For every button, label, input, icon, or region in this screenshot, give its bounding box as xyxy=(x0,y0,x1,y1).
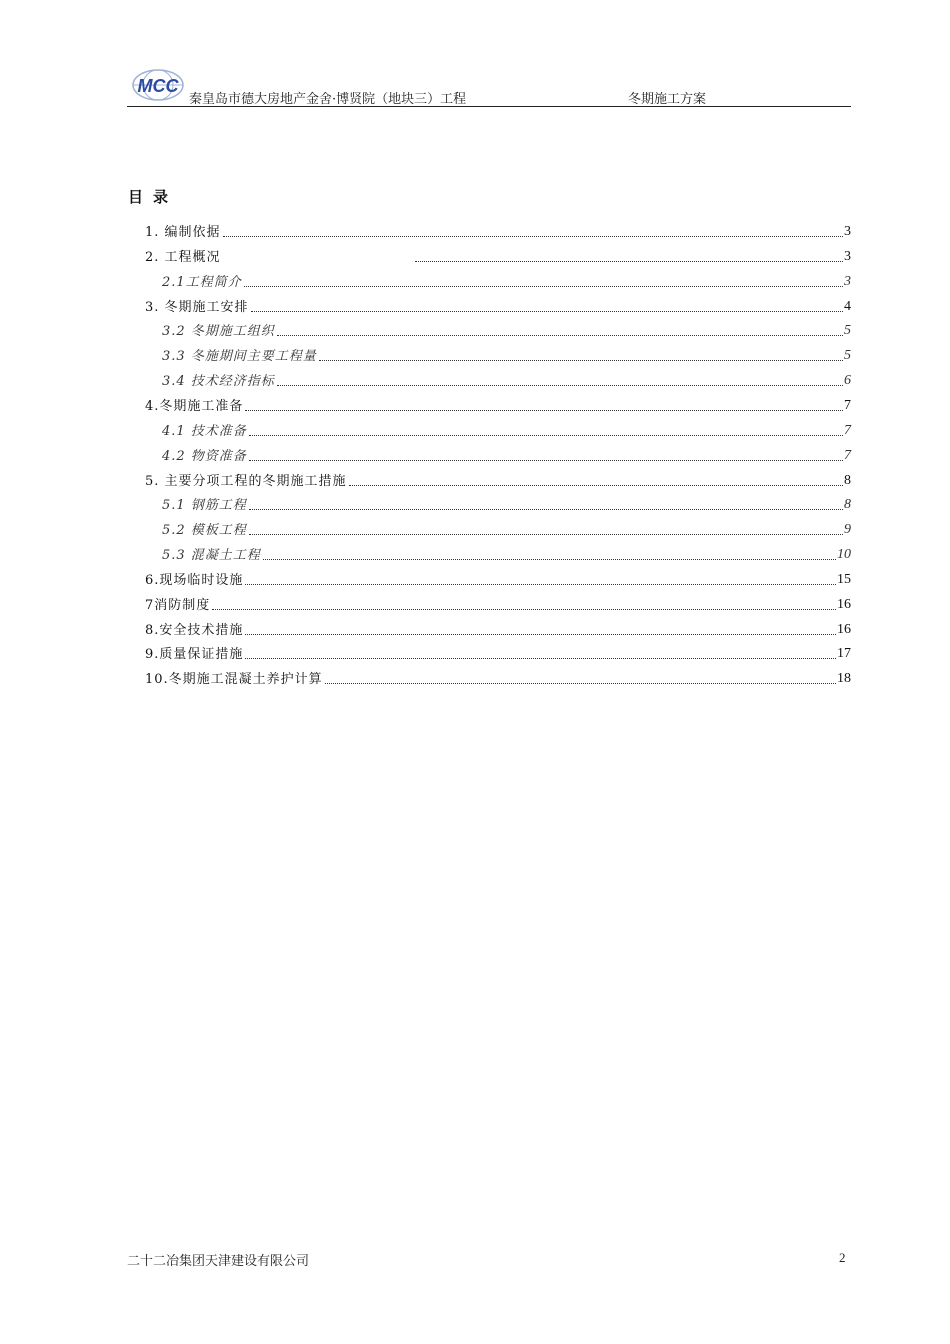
toc-leader-dots xyxy=(349,484,843,486)
toc-entry-page: 3 xyxy=(844,224,851,239)
toc-entry-page: 16 xyxy=(837,596,851,612)
toc-entry-page: 5 xyxy=(844,348,851,364)
toc-entry-page: 7 xyxy=(844,422,851,438)
toc-entry-label: 5.3 混凝土工程 xyxy=(162,548,261,564)
toc-leader-dots xyxy=(249,459,843,461)
toc-entry[interactable] xyxy=(162,545,851,563)
toc-entry-label: 7消防制度 xyxy=(145,597,211,613)
toc-entry[interactable] xyxy=(145,570,851,588)
toc-leader-dots xyxy=(415,260,843,262)
toc-leader-dots xyxy=(325,682,836,684)
toc-leader-dots xyxy=(245,583,836,585)
toc-entry-label: 1. 编制依据 xyxy=(145,225,221,240)
toc-entry-label: 8.安全技术措施 xyxy=(145,622,244,638)
toc-entry[interactable] xyxy=(145,222,851,240)
footer-page-number: 2 xyxy=(839,1250,846,1265)
toc-entry-page: 9 xyxy=(844,522,851,538)
toc-leader-dots xyxy=(263,558,836,560)
toc-entry-label: 3. 冬期施工安排 xyxy=(145,299,249,315)
toc-entry[interactable] xyxy=(162,346,851,364)
toc-entry[interactable] xyxy=(162,371,851,389)
toc-entry-page: 5 xyxy=(844,323,851,339)
toc-entry-label: 4.1 技术准备 xyxy=(162,423,247,439)
toc-leader-dots xyxy=(249,508,843,510)
document-title: 冬期施工方案 xyxy=(628,92,707,107)
mcc-logo-icon xyxy=(131,68,185,102)
toc-entry-page: 6 xyxy=(844,373,851,389)
toc-entry[interactable] xyxy=(145,620,851,638)
toc-entry-label: 4.冬期施工准备 xyxy=(145,398,244,414)
toc-entry[interactable] xyxy=(145,396,851,414)
toc-leader-dots xyxy=(223,235,843,237)
toc-leader-dots xyxy=(212,608,836,610)
toc-entry[interactable] xyxy=(162,446,851,464)
toc-entry[interactable] xyxy=(145,595,851,613)
toc-entry[interactable] xyxy=(162,321,851,339)
toc-leader-dots xyxy=(277,334,843,336)
toc-entry-label: 4.2 物资准备 xyxy=(162,448,247,464)
toc-entry[interactable] xyxy=(162,272,851,290)
page-header xyxy=(127,64,851,107)
toc-entry-page: 4 xyxy=(844,298,851,314)
toc-entry-page: 15 xyxy=(837,571,851,587)
toc-entry-page: 3 xyxy=(844,273,851,289)
toc-entry-label: 5.1 钢筋工程 xyxy=(162,498,247,514)
toc-entry-label: 2. 工程概况 xyxy=(145,249,221,265)
toc-leader-dots xyxy=(251,310,843,312)
toc-entry[interactable] xyxy=(145,644,851,662)
toc-entry-page: 3 xyxy=(844,248,851,264)
toc-entry-page: 16 xyxy=(837,621,851,637)
toc-entry-label: 3.4 技术经济指标 xyxy=(162,374,275,390)
toc-leader-dots xyxy=(249,533,843,535)
toc-entry-page: 7 xyxy=(844,397,851,413)
toc-leader-dots xyxy=(245,409,843,411)
toc-leader-dots xyxy=(249,434,843,436)
toc-leader-dots xyxy=(244,285,843,287)
svg-text:MCC: MCC xyxy=(137,76,179,96)
toc-entry-page: 17 xyxy=(837,646,851,662)
toc-entry[interactable] xyxy=(162,495,851,513)
toc-entry[interactable] xyxy=(145,247,851,265)
toc-leader-dots xyxy=(319,359,843,361)
toc-entry-page: 10 xyxy=(837,547,851,563)
toc-leader-dots xyxy=(245,657,836,659)
toc-entry-page: 18 xyxy=(837,671,851,687)
toc-entry-page: 7 xyxy=(844,447,851,463)
toc-entry-label: 2.1工程简介 xyxy=(162,274,242,290)
project-name: 秦皇岛市德大房地产金舍·博贤院（地块三）工程 xyxy=(189,92,467,107)
toc-entry[interactable] xyxy=(162,520,851,538)
toc-entry-page: 8 xyxy=(844,472,851,488)
toc-entry-label: 10.冬期施工混凝土养护计算 xyxy=(145,672,323,688)
toc-entry-label: 9.质量保证措施 xyxy=(145,647,244,663)
toc-entry-label: 5.2 模板工程 xyxy=(162,523,247,539)
toc-leader-dots xyxy=(277,384,843,386)
toc-entry-label: 3.3 冬施期间主要工程量 xyxy=(162,349,317,365)
toc-entry-label: 5. 主要分项工程的冬期施工措施 xyxy=(145,473,347,489)
toc-entry-page: 8 xyxy=(844,497,851,513)
toc-entry[interactable] xyxy=(145,297,851,315)
toc-entry[interactable] xyxy=(145,669,851,687)
toc-entry-label: 6.现场临时设施 xyxy=(145,572,244,588)
toc-entry[interactable] xyxy=(162,421,851,439)
footer-company: 二十二冶集团天津建设有限公司 xyxy=(127,1254,310,1269)
toc-title: 目录 xyxy=(128,188,179,206)
toc-leader-dots xyxy=(245,633,836,635)
toc-entry[interactable] xyxy=(145,471,851,489)
toc-entry-label: 3.2 冬期施工组织 xyxy=(162,324,275,340)
